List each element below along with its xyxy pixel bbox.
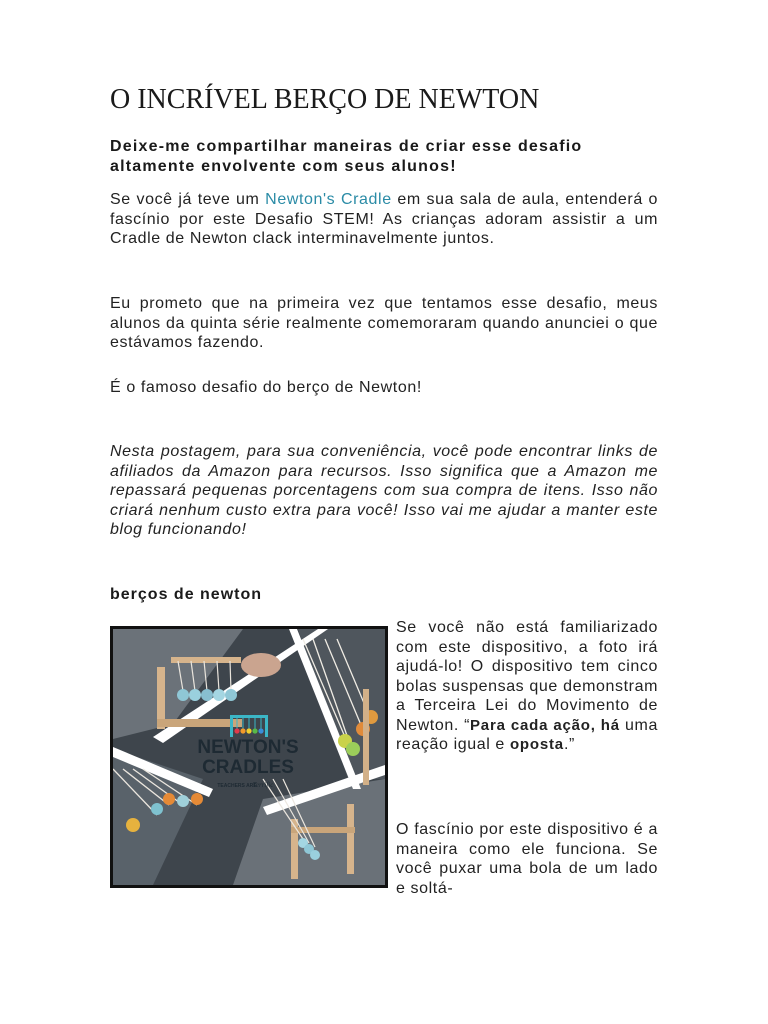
newtons-cradle-link[interactable]: Newton's Cradle	[265, 191, 392, 208]
promise-paragraph: Eu prometo que na primeira vez que tentamos esse desafio, meus alunos da quinta série realmente comemoraram quando anunciei o que estávamos fazendo.	[110, 295, 658, 351]
intro-text-end: em sua sala de aula, entenderá o fascínio por este Desafio STEM! As crianças adoram assistir a um Cradle de Newton clack interminavelmente juntos.	[110, 191, 659, 247]
affiliate-disclaimer: Nesta postagem, para sua conveniência, você pode encontrar links de afiliados da Amazon para recursos. Isso significa que a Amazon me repassará pequenas porcentagens com sua compra de itens. Isso não criará nenhum custo extra para você! Isso vai me ajudar a manter este blog funcionando!	[110, 443, 658, 538]
device-text-end: .”	[563, 736, 575, 753]
law-quote-end: oposta	[509, 736, 564, 753]
page-title: O INCRÍVEL BERÇO DE NEWTON	[110, 84, 540, 115]
intro-text-start: Se você já teve um	[110, 191, 266, 208]
device-text: Se você não está familiarizado com este dispositivo, a foto irá ajudá-lo! O dispositivo tem cinco bolas suspensas que demonstram a Terceira Lei do Movimento de Newton. “	[396, 619, 658, 734]
fascination-paragraph: O fascínio por este dispositivo é a maneira como ele funciona. Se você puxar uma bola de um lado e soltá-	[396, 821, 658, 897]
device-description	[396, 618, 658, 755]
newtons-cradles-photo	[110, 626, 388, 888]
logo-line-1: NEWTON'S	[197, 737, 299, 758]
logo-line-2: CRADLES	[202, 757, 294, 778]
intro-paragraph	[110, 190, 658, 249]
article-subtitle: Deixe-me compartilhar maneiras de criar esse desafio altamente envolvente com seus alunos!	[110, 138, 583, 175]
challenge-paragraph: É o famoso desafio do berço de Newton!	[110, 379, 422, 396]
photo-collage	[113, 629, 385, 885]
section-heading: berços de newton	[110, 586, 263, 603]
device-text-mid: uma reação igual e	[396, 716, 658, 753]
logo-signature: Terrific	[252, 781, 274, 789]
law-quote: Para cada ação, há	[470, 716, 620, 734]
logo-small-text: TEACHERS ARE	[217, 783, 257, 789]
